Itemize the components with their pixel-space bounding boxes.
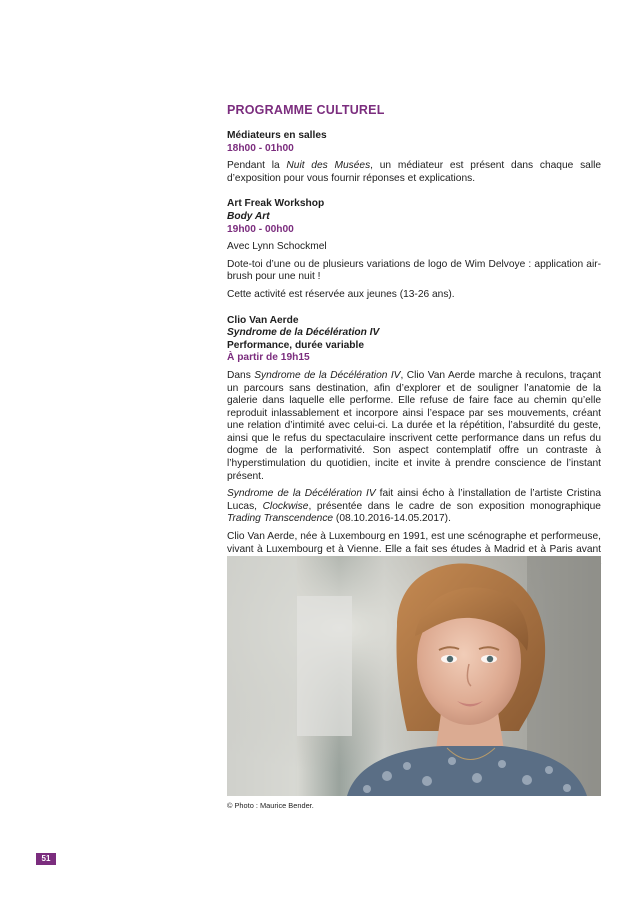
event-time: 19h00 - 00h00: [227, 223, 294, 235]
text-run-italic: Syndrome de la Décélération IV: [227, 488, 376, 500]
text-run: Dans: [227, 369, 255, 381]
event-description: [227, 370, 601, 483]
text-run: fait ainsi écho à l’installation de l’artiste Cristina Lucas,: [227, 488, 601, 512]
text-run-italic: Syndrome de la Décélération IV: [254, 369, 401, 381]
text-run: Clio Van Aerde, née à Luxembourg en 1991, est une scénographe et performeuse, vivant à Luxembourg et à Vienne. Elle a fait ses études à Madrid et à Paris avant: [227, 531, 601, 555]
event-subtitle: Syndrome de la Décélération IV: [227, 327, 380, 339]
text-run: , Clio Van Aerde marche à reculons, traçant un parcours sans destination, afin d’explorer et de souligner l’anatomie de la galerie dans laquelle elle performe. Elle refuse de faire face au chemin qu’elle reproduit inlassablement et incorpore ainsi l’espace par ses mouvements, créant une relation d’intimité avec celui-ci. La durée et la répétition, l’absurdité du geste, ainsi que le refus du spectaculaire inscrivent cette performance dans un refus du dogme de la performativité. Son aspect contemplatif offre un contraste à l’hyperstimulation du quotidien, incite et invite à prendre conscience de l’instant présent.: [227, 369, 601, 482]
portrait-photo: [227, 556, 601, 796]
event-time: À partir de 19h15: [227, 352, 310, 364]
text-run: Pendant la: [227, 160, 287, 172]
event-name: Clio Van Aerde: [227, 314, 299, 326]
photo-caption: © Photo : Maurice Bender.: [227, 801, 314, 810]
text-run-italic: Nuit des Musées: [286, 160, 371, 172]
text-run: Avec Lynn Schockmel: [227, 241, 327, 253]
text-run: , un médiateur est présent dans chaque salle d’exposition pour vous fournir réponses et explications.: [227, 160, 602, 184]
text-run: , présentée dans le cadre de son exposition monographique: [308, 500, 601, 512]
text-run-italic: Trading Transcendence: [227, 513, 334, 525]
event-subline: Performance, durée variable: [227, 339, 365, 351]
event-name: Art Freak Workshop: [227, 198, 325, 210]
section-title: PROGRAMME CULTUREL: [227, 103, 385, 117]
event-description: [227, 259, 601, 284]
event-block-art-freak-workshop: [227, 198, 601, 301]
page-number: 51: [36, 853, 56, 865]
main-content: [227, 103, 601, 594]
event-subtitle: Body Art: [227, 210, 270, 222]
event-block-clio-van-aerde: [227, 315, 601, 582]
event-description: [227, 160, 601, 185]
event-block-mediateurs: [227, 130, 601, 185]
text-run: Dote-toi d’une ou de plusieurs variations de logo de Wim Delvoye : application air-brush pour une nuit !: [227, 258, 601, 283]
event-description: [227, 241, 601, 254]
text-run-italic: Clockwise: [262, 500, 309, 512]
text-run: Cette activité est réservée aux jeunes (13-26 ans).: [227, 288, 455, 300]
portrait-photo-icon: [227, 556, 601, 796]
event-description: [227, 488, 601, 526]
event-time: 18h00 - 01h00: [227, 142, 294, 154]
event-name: Médiateurs en salles: [227, 130, 327, 141]
event-description: [227, 289, 601, 302]
text-run: (08.10.2016-14.05.2017).: [333, 513, 451, 525]
